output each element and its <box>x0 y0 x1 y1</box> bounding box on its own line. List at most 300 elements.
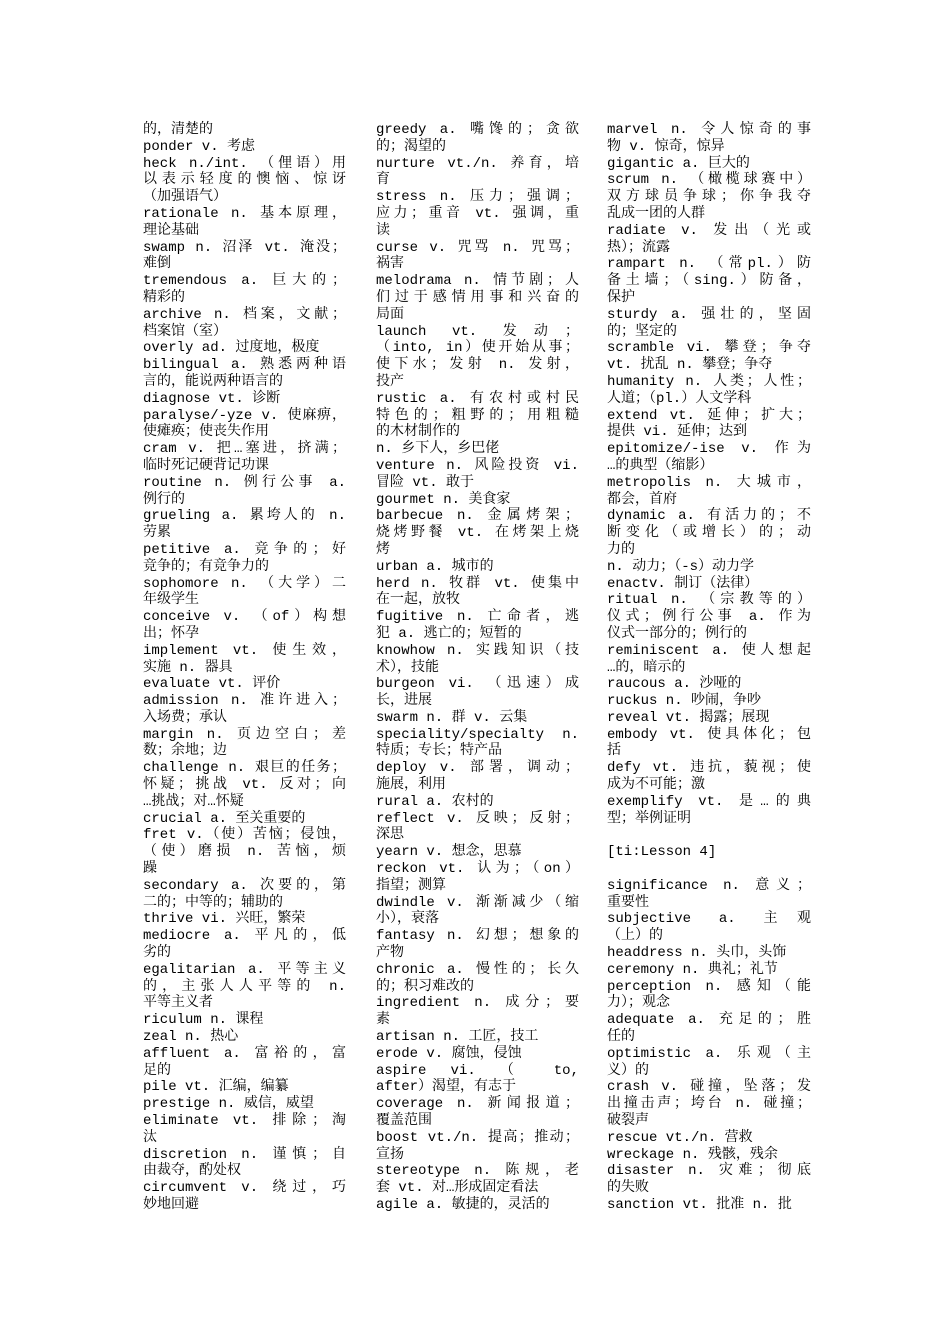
entry-line: urban a. 城市的 <box>376 558 494 575</box>
entry-list <box>143 122 346 1214</box>
vocab-entry <box>143 240 346 274</box>
vocab-entry <box>607 408 811 442</box>
vocab-entry <box>607 945 811 962</box>
vocab-entry <box>607 1197 811 1214</box>
entry-line: 临时死记硬背记功课 <box>143 457 269 474</box>
entry-line: marvel n. 令人惊奇的事 <box>607 122 811 138</box>
entry-line: 双方球员争球；你争我夺 <box>607 189 811 206</box>
vocab-entry <box>607 122 811 156</box>
entry-line: admission n. 准许进入； <box>143 693 346 710</box>
entry-line: evaluate vt. 评价 <box>143 676 281 693</box>
entry-line: prestige n. 威信，威望 <box>143 1096 314 1113</box>
vocab-entry <box>376 273 579 323</box>
entry-line: n. 动力；（-s）动力学 <box>607 558 755 575</box>
vocab-entry <box>376 122 579 156</box>
vocab-entry <box>143 760 346 810</box>
entry-line: 覆盖范围 <box>376 1113 432 1130</box>
vocab-entry <box>607 475 811 509</box>
vocab-entry <box>607 223 811 257</box>
entry-line: subjective a. 主观 <box>607 911 811 928</box>
entry-line: boost vt./n. 提高；推动； <box>376 1129 579 1146</box>
vocab-entry <box>143 693 346 727</box>
vocab-entry <box>607 374 811 408</box>
entry-line: 破裂声 <box>607 1113 649 1130</box>
entry-line: disaster n. 灾难；彻底 <box>607 1163 811 1180</box>
vocab-entry <box>143 156 346 206</box>
entry-line: headdress n. 头巾，头饰 <box>607 945 787 962</box>
vocab-entry <box>376 1197 579 1214</box>
entry-line: deploy v. 部署，调动； <box>376 760 579 777</box>
vocab-entry <box>143 206 346 240</box>
vocab-entry <box>376 1130 579 1164</box>
entry-line: nurture vt./n. 养育，培 <box>376 155 579 172</box>
vocab-entry <box>607 693 811 710</box>
column-3 <box>607 122 811 1214</box>
entry-list <box>376 122 579 1214</box>
entry-line: 竞争的；有竞争力的 <box>143 558 269 575</box>
entry-line: 小），衰落 <box>376 911 439 928</box>
entry-line: curse v. 咒骂 n. 咒骂； <box>376 239 579 256</box>
vocab-entry <box>143 139 346 156</box>
vocab-entry <box>376 895 579 929</box>
entry-line: eliminate vt. 排除；淘 <box>143 1113 346 1130</box>
vocab-entry <box>143 1096 346 1113</box>
vocab-entry <box>607 441 811 475</box>
entry-line: perception n. 感知（能 <box>607 978 811 995</box>
entry-line: 人道；（pl.）人文学科 <box>607 390 752 407</box>
entry-line: gigantic a. 巨大的 <box>607 155 750 172</box>
entry-line: heck n./int. （俚语）用 <box>143 155 346 172</box>
entry-line: humanity n. 人类；人性； <box>607 373 811 390</box>
entry-line: 实施 n. 器具 <box>143 659 233 676</box>
entry-line: zeal n. 热心 <box>143 1029 239 1046</box>
column-2 <box>376 122 579 1214</box>
vocab-entry <box>376 794 579 811</box>
entry-line: 热）；流露 <box>607 239 670 256</box>
vocab-entry <box>607 878 811 912</box>
entry-line: ritual n. （宗教等的） <box>607 592 811 609</box>
vocab-entry <box>376 1096 579 1130</box>
vocab-entry <box>143 307 346 341</box>
entry-line: 以表示轻度的懊恼、惊讶 <box>143 172 346 189</box>
vocab-entry <box>143 1147 346 1181</box>
entry-line: swarm n. 群 v. 云集 <box>376 709 528 726</box>
entry-line: 都会，首府 <box>607 491 677 508</box>
entry-line: extend vt. 延伸；扩大； <box>607 407 811 424</box>
entry-line: 怀疑；挑战 vt. 反对；向 <box>143 777 346 794</box>
entry-line: tremendous a. 巨大的； <box>143 273 346 290</box>
entry-line: 入场费；承认 <box>143 709 227 726</box>
entry-line: pile vt. 汇编，编纂 <box>143 1079 289 1096</box>
vocab-entry <box>143 962 346 1012</box>
entry-line: sanction vt. 批准 n. 批 <box>607 1197 792 1213</box>
vocab-entry <box>376 928 579 962</box>
entry-line: cram v. 把…塞进，挤满； <box>143 441 346 458</box>
entry-line: rampart n. （常pl.）防 <box>607 256 811 273</box>
entry-line: rescue vt./n. 营救 <box>607 1129 753 1146</box>
vocab-entry <box>143 576 346 610</box>
entry-line: 出；怀孕 <box>143 625 199 642</box>
entry-line: scramble vi. 攀登；争夺 <box>607 340 811 357</box>
entry-line: 言的，能说两种语言的 <box>143 373 283 390</box>
entry-line: 烧烤野餐 vt. 在烤架上烧 <box>376 525 579 542</box>
entry-line: 型；举例证明 <box>607 810 691 827</box>
entry-line: fugitive n. 亡命者，逃 <box>376 609 579 626</box>
vocab-entry <box>143 1046 346 1080</box>
entry-line: 育 <box>376 172 390 189</box>
vocab-entry <box>143 1180 346 1214</box>
vocab-entry <box>143 357 346 391</box>
vocab-entry <box>143 643 346 677</box>
entry-line: 难倒 <box>143 256 171 273</box>
entry-line: 套 vt. 对…形成固定看法 <box>376 1180 539 1197</box>
entry-line: rationale n. 基本原理， <box>143 205 346 222</box>
entry-line: 乱成一团的人群 <box>607 205 705 222</box>
entry-line: scrum n. （橄榄球赛中） <box>607 172 811 189</box>
entry-line: diagnose vt. 诊断 <box>143 390 281 407</box>
entry-line: …挑战；对…怀疑 <box>143 793 244 810</box>
vocab-entry <box>143 475 346 509</box>
vocab-entry <box>376 576 579 610</box>
entry-line: 出撞击声；垮台 n. 碰撞； <box>607 1096 811 1113</box>
vocab-entry <box>143 676 346 693</box>
entry-line: 年级学生 <box>143 592 199 609</box>
entry-line: grueling a. 累垮人的 n. <box>143 508 346 525</box>
entry-line: 例行的 <box>143 491 185 508</box>
entry-line: erode v. 腐蚀，侵蚀 <box>376 1045 522 1062</box>
entry-line: margin n. 页边空白；差 <box>143 726 346 743</box>
entry-line: rustic a. 有农村或村民 <box>376 390 579 407</box>
entry-line: reflect v. 反映；反射； <box>376 810 579 827</box>
entry-line: burgeon vi. （迅速）成 <box>376 676 579 693</box>
entry-line: riculum n. 课程 <box>143 1012 264 1029</box>
entry-line: implement vt. 使生效， <box>143 642 346 659</box>
entry-line: barbecue n. 金属烤架； <box>376 508 579 525</box>
entry-line: petitive a. 竞争的；好 <box>143 541 346 558</box>
entry-line: wreckage n. 残骸，残余 <box>607 1146 778 1163</box>
entry-line: 的；渴望的 <box>376 138 446 155</box>
entry-line: 素 <box>376 1012 390 1029</box>
entry-line: fret v.（使）苦恼；侵蚀， <box>143 827 346 844</box>
vocab-entry <box>143 122 346 139</box>
entry-line: 施展，利用 <box>376 777 446 794</box>
entry-line: 理论基础 <box>143 222 199 239</box>
vocab-entry <box>376 458 579 492</box>
entry-line: sturdy a. 强壮的，坚固 <box>607 306 811 323</box>
entry-line: 在一起，放牧 <box>376 592 460 609</box>
vocab-entry <box>607 911 811 945</box>
entry-line: routine n. 例行公事 a. <box>143 474 346 491</box>
entry-line: bilingual a. 熟悉两种语 <box>143 357 346 374</box>
entry-line: rural a. 农村的 <box>376 793 494 810</box>
vocab-entry <box>607 962 811 979</box>
entry-line: venture n. 风险投资 vi. <box>376 457 579 474</box>
vocab-entry <box>607 1130 811 1147</box>
entry-line: optimistic a. 乐观（主 <box>607 1045 811 1062</box>
vocab-entry <box>376 1046 579 1063</box>
entry-line: 的；坚定的 <box>607 323 677 340</box>
vocab-entry <box>143 827 346 877</box>
entry-line: metropolis n. 大城市， <box>607 474 811 491</box>
vocab-entry <box>143 878 346 912</box>
entry-line: discretion n. 谨慎；自 <box>143 1146 346 1163</box>
entry-line: 义）的 <box>607 1062 649 1079</box>
entry-line: 产物 <box>376 945 404 962</box>
vocab-entry <box>143 542 346 576</box>
entry-line: ceremony n. 典礼；礼节 <box>607 961 778 978</box>
entry-line: defy vt. 违抗，藐视；使 <box>607 760 811 777</box>
vocab-entry <box>143 1012 346 1029</box>
entry-line: 指望；测算 <box>376 877 446 894</box>
entry-line: launch vt. 发动； <box>376 323 579 340</box>
entry-line: 精彩的 <box>143 289 185 306</box>
entry-line: 妙地回避 <box>143 1197 199 1213</box>
entry-list <box>607 122 811 827</box>
entry-line: 保护 <box>607 289 635 306</box>
vocab-entry <box>607 1163 811 1197</box>
vocab-entry <box>376 811 579 845</box>
vocab-entry <box>143 273 346 307</box>
vocab-entry <box>376 710 579 727</box>
entry-line: 劳累 <box>143 525 171 542</box>
entry-line: （上）的 <box>607 928 663 945</box>
entry-line: 由裁夺，酌处权 <box>143 1163 241 1180</box>
vocab-entry <box>376 727 579 761</box>
vocab-entry <box>376 844 579 861</box>
entry-line: stress n. 压力；强调； <box>376 189 579 206</box>
entry-line: mediocre a. 平凡的，低 <box>143 928 346 945</box>
vocab-entry <box>607 643 811 677</box>
vocab-entry <box>376 156 579 190</box>
vocab-entry <box>607 307 811 341</box>
entry-line: 物 v. 惊奇，惊异 <box>607 138 725 155</box>
entry-line: ingredient n. 成分；要 <box>376 995 579 1012</box>
entry-line: 括 <box>607 743 621 760</box>
entry-line: paralyse/-yze v. 使麻痹， <box>143 407 346 424</box>
vocab-entry <box>607 1147 811 1164</box>
entry-line: 仪式一部分的；例行的 <box>607 625 747 642</box>
vocab-entry <box>607 559 811 576</box>
entry-line: vt. 扰乱 n. 攀登；争夺 <box>607 357 773 374</box>
vocab-entry <box>607 340 811 374</box>
entry-line: circumvent v. 绕过，巧 <box>143 1180 346 1197</box>
entry-line: 的木材制作的 <box>376 424 460 441</box>
entry-line: swamp n. 沼泽 vt. 淹没； <box>143 239 346 256</box>
vocab-entry <box>376 240 579 274</box>
vocab-entry <box>143 727 346 761</box>
vocab-entry <box>143 441 346 475</box>
vocab-entry <box>376 1163 579 1197</box>
entry-line: dynamic a. 有活力的；不 <box>607 508 811 525</box>
vocab-entry <box>376 609 579 643</box>
entry-line: herd n. 牧群 vt. 使集中 <box>376 575 579 592</box>
entry-line: embody vt. 使具体化；包 <box>607 726 811 743</box>
entry-line: 足的 <box>143 1062 171 1079</box>
entry-line: challenge n. 艰巨的任务； <box>143 760 346 777</box>
entry-line: speciality/specialty n. <box>376 726 579 743</box>
vocab-entry <box>143 1079 346 1096</box>
vocab-entry <box>143 609 346 643</box>
entry-line: 读 <box>376 222 390 239</box>
vocab-entry <box>376 643 579 677</box>
entry-line: 投产 <box>376 373 404 390</box>
entry-line: fantasy n. 幻想；想象的 <box>376 928 579 945</box>
entry-line: 档案馆（室） <box>143 323 227 340</box>
entry-line: reveal vt. 揭露；展现 <box>607 709 770 726</box>
entry-line: agile a. 敏捷的，灵活的 <box>376 1197 550 1213</box>
entry-line: yearn v. 想念，思慕 <box>376 844 522 861</box>
vocab-entry <box>607 727 811 761</box>
vocab-entry <box>143 911 346 928</box>
entry-line: 任的 <box>607 1029 635 1046</box>
vocab-entry <box>607 508 811 558</box>
vocab-entry <box>376 1029 579 1046</box>
entry-line: 应力；重音 vt. 强调，重 <box>376 205 579 222</box>
vocab-entry <box>143 340 346 357</box>
entry-line: reckon vt. 认为；（on） <box>376 861 579 878</box>
entry-line: artisan n. 工匠，技工 <box>376 1029 539 1046</box>
entry-line: coverage n. 新闻报道； <box>376 1096 579 1113</box>
entry-line: 使瘫痪；使丧失作用 <box>143 424 269 441</box>
entry-line: raucous a. 沙哑的 <box>607 676 742 693</box>
entry-line: 的；积习难改的 <box>376 978 474 995</box>
entry-line: 祸害 <box>376 256 404 273</box>
entry-line: affluent a. 富裕的，富 <box>143 1045 346 1062</box>
entry-line: enactv. 制订（法律） <box>607 575 759 592</box>
vocab-entry <box>607 760 811 794</box>
entry-line: sophomore n. （大学）二 <box>143 575 346 592</box>
column-1 <box>143 122 346 1214</box>
entry-line: 躁 <box>143 861 157 878</box>
entry-line: adequate a. 充足的；胜 <box>607 1012 811 1029</box>
entry-line: secondary a. 次要的，第 <box>143 877 346 894</box>
vocab-entry <box>376 861 579 895</box>
vocab-entry <box>607 1079 811 1129</box>
entry-line: 重要性 <box>607 894 649 911</box>
vocab-entry <box>143 1113 346 1147</box>
vocab-entry <box>607 592 811 642</box>
entry-line: exemplify vt. 是…的典 <box>607 793 811 810</box>
vocab-entry <box>376 559 579 576</box>
entry-line: 的，清楚的 <box>143 122 213 138</box>
vocab-entry <box>607 676 811 693</box>
entry-line: conceive v. （of）构想 <box>143 609 346 626</box>
entry-line: n. 乡下人，乡巴佬 <box>376 441 500 458</box>
entry-line: 仪式；例行公事 a. 作为 <box>607 609 811 626</box>
entry-line: egalitarian a. 平等主义 <box>143 961 346 978</box>
vocab-entry <box>376 760 579 794</box>
entry-line: 的，主张人人平等的 n. <box>143 978 346 995</box>
entry-line: radiate v. 发出（光或 <box>607 222 811 239</box>
entry-line: 平等主义者 <box>143 995 213 1012</box>
vocab-entry <box>607 156 811 173</box>
entry-line: 数；余地；边 <box>143 743 227 760</box>
entry-line: chronic a. 慢性的；长久 <box>376 961 579 978</box>
vocab-entry <box>607 1046 811 1080</box>
entry-line: 力）；观念 <box>607 995 670 1012</box>
vocab-entry <box>376 391 579 441</box>
entry-line: 特色的；粗野的；用粗糙 <box>376 407 579 424</box>
vocab-entry <box>376 441 579 458</box>
entry-line: after）渴望，有志于 <box>376 1079 517 1096</box>
vocab-entry <box>376 995 579 1029</box>
vocab-entry <box>143 811 346 828</box>
entry-line: 备土墙；（sing.）防备， <box>607 273 811 290</box>
vocab-entry <box>143 508 346 542</box>
entry-line: 成为不可能；激 <box>607 777 705 794</box>
entry-line: knowhow n. 实践知识（技 <box>376 642 579 659</box>
entry-line: crash v. 碰撞，坠落；发 <box>607 1079 811 1096</box>
entry-line: （使）磨损 n. 苦恼，烦 <box>143 844 346 861</box>
entry-line: 深思 <box>376 827 404 844</box>
entry-line: 汰 <box>143 1129 157 1146</box>
vocab-entry <box>607 710 811 727</box>
vocab-entry <box>607 979 811 1013</box>
vocab-entry <box>143 928 346 962</box>
entry-line: epitomize/-ise v. 作为 <box>607 441 811 458</box>
entry-line: dwindle v. 渐渐减少（缩 <box>376 894 579 911</box>
entry-line: reminiscent a. 使人想起 <box>607 642 811 659</box>
vocab-entry <box>376 508 579 558</box>
entry-line: 局面 <box>376 306 404 323</box>
entry-line: （加强语气） <box>143 189 227 206</box>
entry-line: 特质；专长；特产品 <box>376 743 502 760</box>
entry-line: 冒险 vt. 敢于 <box>376 474 475 491</box>
vocab-entry <box>376 189 579 239</box>
entry-line: 犯 a. 逃亡的；短暂的 <box>376 625 522 642</box>
entry-line: ruckus n. 吵闹，争吵 <box>607 693 762 710</box>
vocab-entry <box>376 324 579 391</box>
vocab-entry <box>376 676 579 710</box>
entry-line: archive n. 档案，文献； <box>143 306 346 323</box>
entry-line: 们过于感情用事和兴奋的 <box>376 289 579 306</box>
entry-line: （into, in）使开始从事； <box>376 340 579 357</box>
entry-line: 的失败 <box>607 1180 649 1197</box>
entry-line: overly ad. 过度地，极度 <box>143 340 320 357</box>
vocab-entry <box>143 1029 346 1046</box>
vocab-entry <box>607 576 811 593</box>
section-entry-list <box>607 878 811 1214</box>
entry-line: 使下水；发射 n. 发射， <box>376 357 579 374</box>
entry-line: ponder v. 考虑 <box>143 138 256 155</box>
entry-line: 宣扬 <box>376 1146 404 1163</box>
vocab-entry <box>376 962 579 996</box>
vocab-entry <box>607 256 811 306</box>
entry-line: greedy a. 嘴馋的；贪欲 <box>376 122 579 138</box>
entry-line: melodrama n. 情节剧；人 <box>376 273 579 290</box>
vocab-entry <box>607 172 811 222</box>
entry-line: stereotype n. 陈规，老 <box>376 1163 579 1180</box>
entry-line: 烤 <box>376 541 390 558</box>
vocab-entry <box>607 794 811 828</box>
entry-line: gourmet n. 美食家 <box>376 491 511 508</box>
entry-line: 力的 <box>607 541 635 558</box>
entry-line: 术），技能 <box>376 659 439 676</box>
entry-line: significance n. 意义； <box>607 877 811 894</box>
vocab-entry <box>607 1012 811 1046</box>
entry-line: 断变化（或增长）的；动 <box>607 525 811 542</box>
entry-line: crucial a. 至关重要的 <box>143 810 306 827</box>
vocab-entry <box>376 492 579 509</box>
entry-line: …的典型（缩影） <box>607 457 714 474</box>
entry-line: thrive vi. 兴旺，繁荣 <box>143 911 306 928</box>
entry-line: 二的；中等的；辅助的 <box>143 894 283 911</box>
entry-line: 长，进展 <box>376 693 432 710</box>
entry-line: 劣的 <box>143 945 171 962</box>
section-heading: [ti:Lesson 4] <box>607 844 717 861</box>
vocab-entry <box>143 391 346 408</box>
entry-line: aspire vi. （ to, <box>376 1062 579 1079</box>
